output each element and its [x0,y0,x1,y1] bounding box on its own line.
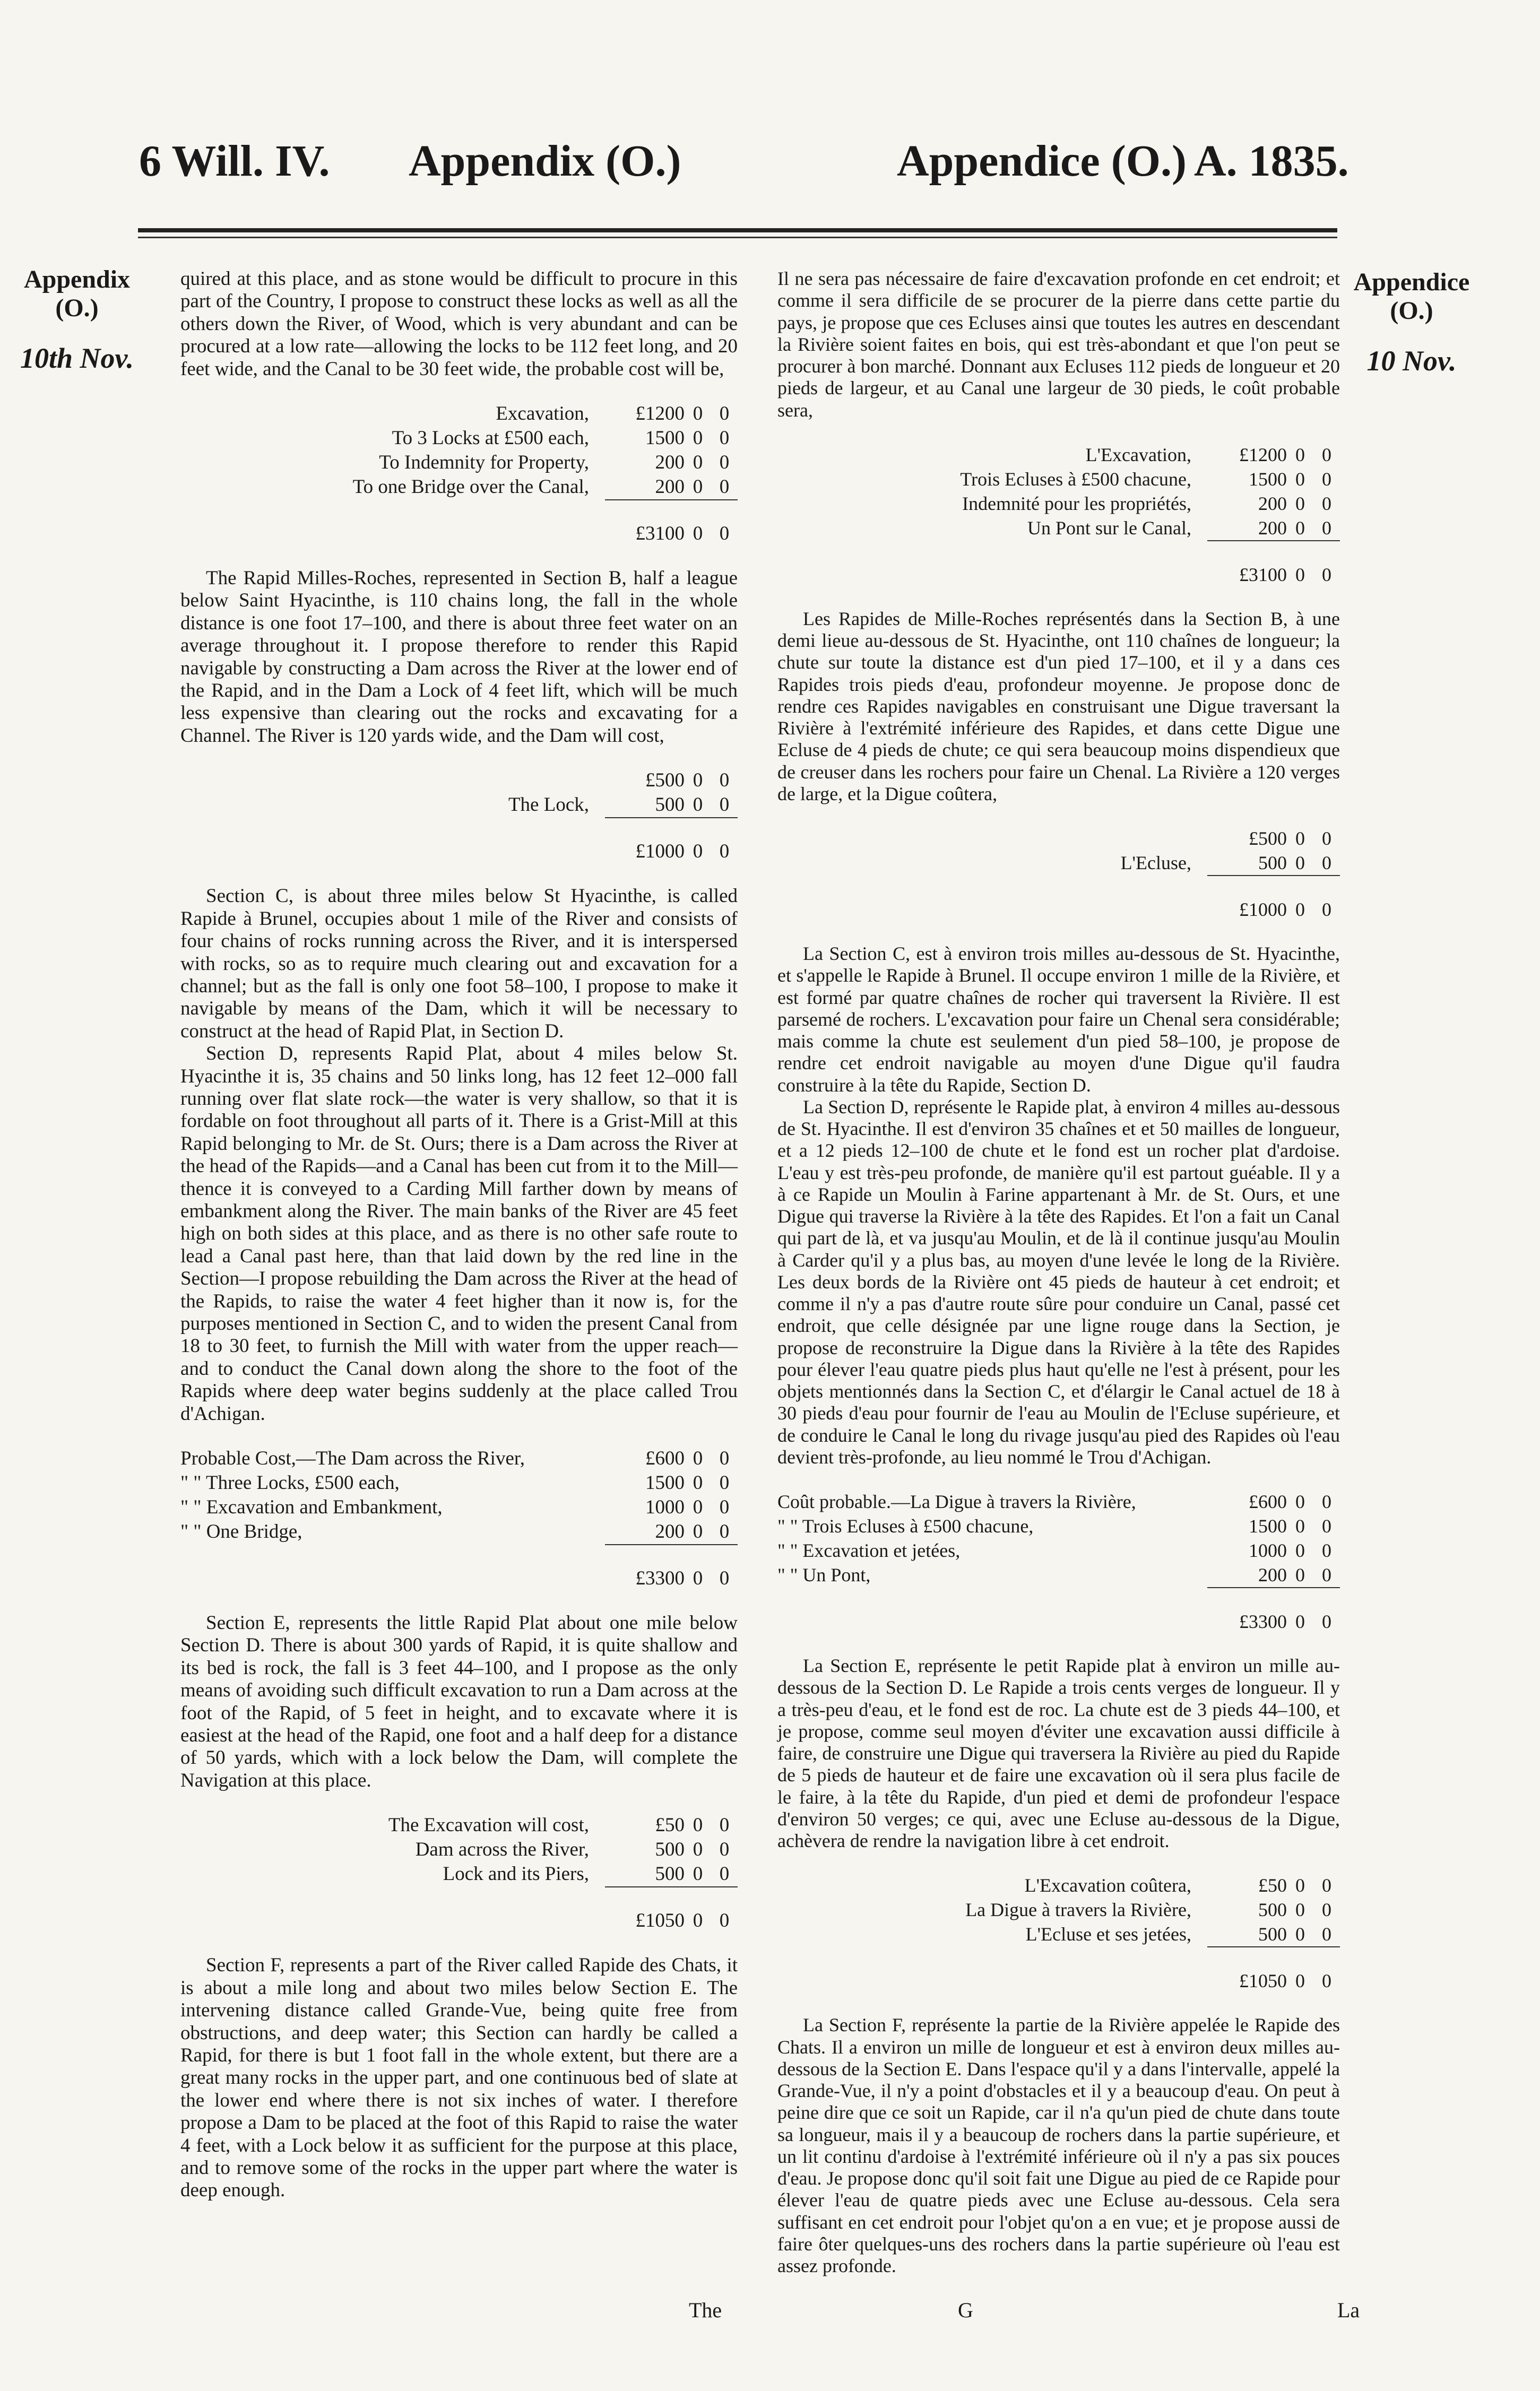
page-header [0,135,1540,210]
cost-row: Lock and its Piers, 500 0 0 [443,1863,730,1885]
paragraph: Section F, represents a part of the River called Rapide des Chats, it is about a mile long and about two miles below Section E. The intervening distance called Grande-Vue, being quite free from obstructions, and deep water; this Section can hardly be called a Rapid, for there is but 1 foot fall in the whole extent, but there are a great many rocks in the upper part, and one continuous bed of slate at the lower end where there is not six inches of water. I therefore propose a Dam to be placed at the foot of this Rapid to raise the water 4 feet, with a Lock below it as sufficient for the purpose at this place, and to remove some of the rocks in the upper part where the water is deep enough. [180,1954,738,2202]
cost-row: L'Ecluse et ses jetées, 500 0 0 [1025,1924,1331,1945]
cost-total-row: £3300 0 0 [777,1588,1340,1634]
cost-row: La Digue à travers la Rivière, 500 0 0 [965,1899,1331,1921]
cost-total-row: £1000 0 0 [777,876,1340,922]
cost-row: To one Bridge over the Canal, 200 0 0 [352,476,730,498]
paragraph: La Section D, représente le Rapide plat, à environ 4 milles au-dessous de St. Hyacinthe. Il est d'environ 35 chaînes et et 50 mailles de longueur, et a 12 pieds 12–100 de chute et le fond est un rocher plat d'ardoise. L'eau y est très-peu profonde, de manière qu'il est partout guéable. Il y a à ce Rapide un Moulin à Farine appartenant à Mr. de St. Ours, et une Digue qui traverse la Rivière à la tête des Rapides. Et l'on a fait un Canal qui part de là, et va jusqu'au Moulin, et de là il continue jusqu'au Moulin à Carder qu'il y a plus bas, au moyen d'une levée le long de la Rivière. Les deux bords de la Rivière ont 45 pieds de hauteur à cet endroit; et comme il n'y a pas d'autre route sûre pour conduire un Canal, passé cet endroit, que celle désignée par une ligne rouge dans la Section, je propose de reconstruire la Digue dans la Rivière à la tête des Rapides pour élever l'eau quatre pieds plus haut qu'elle ne l'est à présent, pour les objets mentionnés dans la Section C, et d'élargir le Canal actuel de 18 à 30 pieds d'eau pour fournir de l'eau au Moulin de l'Ecluse supérieure, et de conduire le Canal le long du rivage jusqu'au pied des Rapides où l'eau devient très-profonde, au lieu nommé le Trou d'Achigan. [777,1096,1340,1468]
paragraph: Les Rapides de Mille-Roches représentés dans la Section B, à une demi lieue au-dessous de St. Hyacinthe, ont 110 chaînes de longueur; la chute sur toute la distance est d'un pied 17–100, et il y a dans ces Rapides trois pieds d'eau, profondeur moyenne. Je propose donc de rendre ces Rapides navigables en construisant une Digue traversant la Rivière à l'extrémité inférieure des Rapides, et dans cette Digue une Ecluse de 4 pieds de chute; ce qui sera beaucoup moins dispendieux que de creuser dans les rochers pour faire un Chenal. La Rivière a 120 verges de large, et la Digue coûtera, [777,608,1340,804]
cost-row: Coût probable.—La Digue à travers la Rivière, £600 0 0 [777,1491,1331,1512]
cost-table [777,826,1340,922]
header-rule-thick [138,228,1337,232]
paragraph: quired at this place, and as stone would be difficult to procure in this part of the Country, I propose to construct these locks as well as all the others down the River, of Wood, which is very abundant and can be procured at a low rate—allowing the locks to be 112 feet long, and 20 feet wide, and the Canal to be 30 feet wide, the probable cost will be, [180,268,738,380]
paragraph: La Section C, est à environ trois milles au-dessous de St. Hyacinthe, et s'appelle le Rapide à Brunel. Il occupe environ 1 mille de la Rivière, et est formé par quatre chaînes de rocher qui traversent la Rivière. Il est parsemé de rochers. L'excavation pour faire un Chenal sera considérable; mais comme la chute est seulement d'un pied 58–100, je propose de rendre cet endroit navigable au moyen d'une Digue qu'il faudra construire à la tête du Rapide, Section D. [777,943,1340,1096]
cost-row: Indemnité pour les propriétés, 200 0 0 [962,492,1331,514]
catchword-french: La [1337,2298,1360,2322]
cost-table [180,402,738,546]
french-column [777,268,1340,2277]
header-rule-thin [138,237,1337,238]
cost-table [777,1489,1340,1634]
cost-row: L'Excavation, £1200 0 0 [1085,444,1331,465]
cost-row: The Lock, 500 0 0 [508,794,730,816]
cost-row: " " Un Pont, 200 0 0 [777,1564,1331,1586]
catchword-english: The [689,2298,722,2322]
margin-appendix-sub: (O.) [55,294,99,322]
cost-row: " " Excavation and Embankment, 1000 0 0 [180,1496,730,1519]
cost-row: L'Ecluse, 500 0 0 [1120,852,1331,873]
margin-appendice-label: Appendice [1353,268,1470,296]
cost-row: L'Excavation coûtera, £50 0 0 [1024,1875,1331,1896]
cost-row: Dam across the River, 500 0 0 [415,1839,730,1861]
cost-row: Probable Cost,—The Dam across the River, £600 0 0 [180,1448,730,1470]
cost-row: The Excavation will cost, £50 0 0 [388,1814,730,1836]
english-column [180,268,738,2202]
cost-table [777,1873,1340,1993]
paragraph: The Rapid Milles-Roches, represented in Section B, half a league below Saint Hyacinthe, is 110 chains long, the fall in the whole distance is one foot 17–100, and there is about three feet water on an average throughout it. I propose therefore to render this Rapid navigable by constructing a Dam across the River at the lower end of the Rapid, and in the Dam a Lock of 4 feet lift, which will be much less expensive than clearing out the rocks and excavating for a Channel. The River is 120 yards wide, and the Dam will cost, [180,567,738,747]
cost-row: Un Pont sur le Canal, 200 0 0 [1027,517,1331,539]
cost-table [180,768,738,864]
cost-total-row: £1000 0 0 [180,818,738,864]
cost-table [777,443,1340,587]
cost-total-row: £3100 0 0 [777,541,1340,587]
cost-total-row: £3100 0 0 [180,500,738,546]
paragraph: La Section F, représente la partie de la Rivière appelée le Rapide des Chats. Il a environ un mille de longueur et est à environ deux milles au-dessous de la Section E. Dans l'espace qu'il y a dans l'intervalle, appelé la Grande-Vue, il n'y a point d'obstacles et il y a beaucoup d'eau. On peut à peine dire que ce soit un Rapide, car il n'a qu'un pied de chute dans toute sa longueur, mais il y a beaucoup de rochers dans la partie supérieure, et un lit continu d'ardoise à l'extrémité inférieure où il n'y a pas six pouces d'eau. Je propose donc qu'il soit fait une Digue au pied de ce Rapide pour élever l'eau de quatre pieds avec une Ecluse au-dessous. Cela sera suffisant en cet endroit pour l'objet qu'on a en vue; et je propose aussi de faire ôter quelques-uns des rochers dans la partie supérieure où l'eau est assez profonde. [777,2014,1340,2276]
left-margin-note [16,265,138,372]
paragraph: La Section E, représente le petit Rapide plat à environ un mille au-dessous de la Section D. Le Rapide a trois cents verges de longueur. Il y a très-peu d'eau, et le fond est de roc. La chute est de 3 pieds 44–100, et je propose, comme seul moyen d'éviter une excavation aussi difficile à faire, de construire une Digue qui traversera la Rivière au pied du Rapide de 5 pieds de hauteur et de faire une excavation où il sera plus facile de le faire, à la tête du Rapide, d'un pied et demi de profondeur l'espace d'environ 50 verges; ce qui, avec une Ecluse au-dessous de la Digue, achèvera de rendre la navigation libre à cet endroit. [777,1655,1340,1851]
cost-row: Trois Ecluses à £500 chacune, 1500 0 0 [960,468,1331,490]
cost-row: " " Three Locks, £500 each, 1500 0 0 [180,1472,730,1494]
margin-date: 10th Nov. [20,342,134,374]
margin-appendix-label: Appendix [23,265,131,293]
paragraph: Il ne sera pas nécessaire de faire d'excavation profonde en cet endroit; et comme il sera difficile de se procurer de la pierre dans cette partie du pays, je propose que ces Ecluses ainsi que toutes les autres en descendant la Rivière soient faites en bois, qui est très-abondant et que l'on peut se procurer à bon marché. Donnant aux Ecluses 112 pieds de longueur et 20 pieds de largeur, et au Canal une largeur de 30 pieds, le coût probable sera, [777,268,1340,421]
cost-row: " " One Bridge, 200 0 0 [180,1521,730,1543]
cost-row: To Indemnity for Property, 200 0 0 [379,452,730,474]
cost-total-row: £1050 0 0 [777,1947,1340,1993]
cost-row: £500 0 0 [645,769,730,792]
session-label: 6 Will. IV. [139,136,330,186]
margin-appendice-sub: (O.) [1390,297,1433,325]
cost-table [180,1813,738,1933]
cost-row: " " Excavation et jetées, 1000 0 0 [777,1540,1331,1561]
cost-row: £500 0 0 [1249,828,1331,849]
year-label: A. 1835. [1194,136,1349,186]
cost-row: Excavation, £1200 0 0 [496,403,730,425]
paragraph: Section E, represents the little Rapid Plat about one mile below Section D. There is about 300 yards of Rapid, it is quite shallow and its bed is rock, the fall is 3 feet 44–100, and I propose as the only means of avoiding such difficult excavation to run a Dam across at the foot of the Rapid, of 5 feet in height, and to excavate where it is easiest at the head of the Rapid, one foot and a half deep for a distance of 50 yards, which with a lock below the Dam, will complete the Navigation at this place. [180,1612,738,1791]
cost-table [180,1446,738,1591]
margin-date-fr: 10 Nov. [1366,345,1457,377]
signature-mark: G [958,2298,973,2322]
paragraph: Section C, is about three miles below St Hyacinthe, is called Rapide à Brunel, occupies about 1 mile of the River and consists of four chains of rocks running across the River, and it is interspersed with rocks, so as to require much clearing out and excavation for a channel; but as the fall is only one foot 58–100, I propose to make it navigable by means of the Dam, which it will be necessary to construct at the head of Rapid Plat, in Section D. [180,885,738,1042]
paragraph: Section D, represents Rapid Plat, about 4 miles below St. Hyacinthe it is, 35 chains and 50 links long, has 12 feet 12–000 fall running over flat slate rock—the water is very shallow, so that it is fordable on foot throughout all parts of it. There is a Grist-Mill at this Rapid belonging to Mr. de St. Ours; there is a Dam across the River at the head of the Rapids—and a Canal has been cut from it to the Mill—thence it is conveyed to a Carding Mill farther down by means of embankment along the River. The main banks of the River are 45 feet high on both sides at this place, and as there is no other safe route to lead a Canal past here, than that laid down by the red line in the Section—I propose rebuilding the Dam across the River at the head of the Rapids, to raise the water 4 feet higher than it now is, for the purposes mentioned in Section C, and to widen the present Canal from 18 to 30 feet, to furnish the Mill with water from the upper reach—and to conduct the Canal down along the shore to the foot of the Rapids where deep water begins suddenly at the place called Trou d'Achigan. [180,1043,738,1425]
appendix-title-french: Appendice (O.) [897,136,1187,186]
appendix-title-english: Appendix (O.) [409,136,681,186]
cost-row: To 3 Locks at £500 each, 1500 0 0 [392,427,730,449]
cost-total-row: £3300 0 0 [180,1545,738,1591]
cost-row: " " Trois Ecluses à £500 chacune, 1500 0 0 [777,1515,1331,1537]
right-margin-note [1351,268,1473,375]
cost-total-row: £1050 0 0 [180,1887,738,1933]
